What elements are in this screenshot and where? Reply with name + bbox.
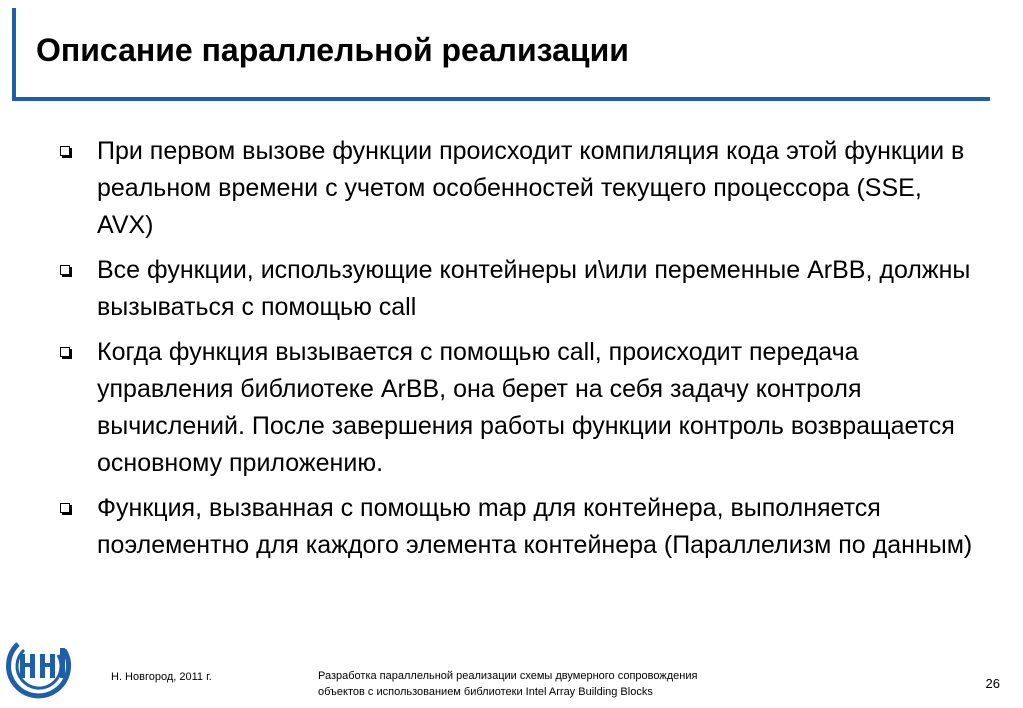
page-number: 26 bbox=[985, 676, 1000, 691]
footer-course-line: объектов с использованием библиотеки Intel Array Building Blocks bbox=[318, 686, 653, 698]
bullet-item bbox=[60, 490, 980, 564]
footer-course-line: Разработка параллельной реализации схемы двумерного сопровождения bbox=[318, 670, 698, 682]
university-logo-icon bbox=[2, 630, 78, 706]
bullet-list bbox=[60, 133, 980, 572]
bullet-item bbox=[60, 133, 980, 244]
footer-location-year: Н. Новгород, 2011 г. bbox=[111, 671, 212, 683]
checkbox-bullet-icon bbox=[60, 503, 70, 513]
footer-course-title bbox=[318, 668, 838, 700]
bullet-text: Когда функция вызывается с помощью call, происходит передача управления библиотеке ArBB, она берет на себя задачу контроля вычислений. После завершения работы функции контроль возвращается основному приложению. bbox=[97, 338, 955, 477]
title-accent-bar-horizontal bbox=[12, 97, 990, 101]
checkbox-bullet-icon bbox=[60, 347, 70, 357]
checkbox-bullet-icon bbox=[60, 265, 70, 275]
bullet-item bbox=[60, 334, 980, 482]
bullet-text: Функция, вызванная с помощью map для контейнера, выполняется поэлементно для каждого элемента контейнера (Параллелизм по данным) bbox=[97, 494, 973, 559]
title-accent-bar-vertical bbox=[12, 8, 16, 101]
bullet-text: При первом вызове функции происходит компиляция кода этой функции в реальном времени с учетом особенностей текущего процессора (SSE, AVX) bbox=[97, 137, 965, 239]
checkbox-bullet-icon bbox=[60, 146, 70, 156]
bullet-item bbox=[60, 252, 980, 326]
slide-title: Описание параллельной реализации bbox=[36, 32, 629, 68]
bullet-text: Все функции, использующие контейнеры и\или переменные ArBB, должны вызываться с помощью call bbox=[97, 256, 971, 321]
